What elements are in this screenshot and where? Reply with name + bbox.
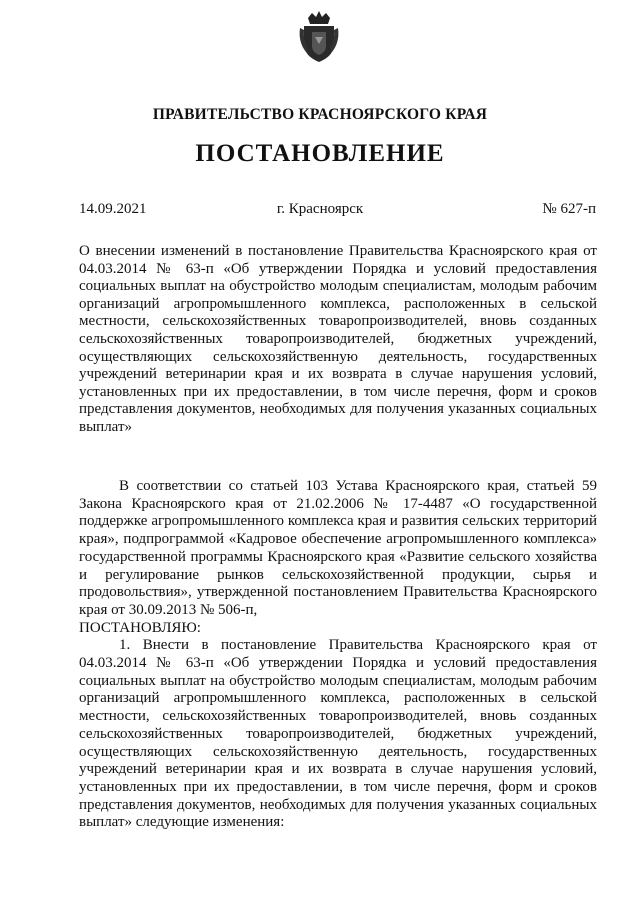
coat-of-arms-emblem-icon — [298, 10, 340, 64]
preamble-paragraph — [79, 478, 597, 637]
document-number: № 627-п — [542, 201, 596, 217]
document-date: 14.09.2021 — [79, 201, 147, 217]
document-subject: О внесении изменений в постановление Правительства Красноярского края от 04.03.2014 № 63-п «Об утверждении Порядка и условий предоставления социальных выплат на обустройство молодым специалистам, молодым рабочим организаций агропромышленного комплекса, расположенных в сельской местности, сельскохозяйственных товаропроизводителей, вновь созданных сельскохозяйственных товаропроизводителей, бюджетных учреждений, осуществляющих сельскохозяйственную деятельность, государственных учреждений ветеринарии края и их возврата в случае нарушения условий, установленных при их предоставлении, в том числе перечня, форм и сроков представления документов, необходимых для получения указанных социальных выплат» — [79, 243, 597, 435]
document-body — [79, 478, 597, 832]
document-city: г. Красноярск — [276, 201, 364, 217]
preamble-text: В соответствии со статьей 103 Устава Красноярского края, статьей 59 Закона Красноярского края от 21.02.2006 № 17-4487 «О государственной поддержке агропромышленного комплекса края и развития сельских территорий края», подпрограммой «Кадровое обеспечение агропромышленного комплекса» государственной программы Красноярского края «Развитие сельского хозяйства и регулирование рынков сельскохозяйственной продукции, сырья и продовольствия», утвержденной постановлением Правительства Красноярского края от 30.09.2013 № 506-п, — [79, 478, 597, 618]
item-1-paragraph: 1. Внести в постановление Правительства Красноярского края от 04.03.2014 № 63-п «Об утверждении Порядка и условий предоставления социальных выплат на обустройство молодым специалистам, молодым рабочим организаций агропромышленного комплекса, расположенных в сельской местности, сельскохозяйственных товаропроизводителей, вновь созданных сельскохозяйственных товаропроизводителей, бюджетных учреждений, осуществляющих сельскохозяйственную деятельность, государственных учреждений ветеринарии края и их возврата в случае нарушения условий, установленных при их предоставлении, в том числе перечня, форм и сроков представления документов, необходимых для получения указанных социальных выплат» следующие изменения: — [79, 637, 597, 831]
government-title: ПРАВИТЕЛЬСТВО КРАСНОЯРСКОГО КРАЯ — [152, 106, 488, 123]
document-type-title: ПОСТАНОВЛЕНИЕ — [195, 140, 445, 167]
resolve-heading: ПОСТАНОВЛЯЮ: — [79, 619, 201, 636]
